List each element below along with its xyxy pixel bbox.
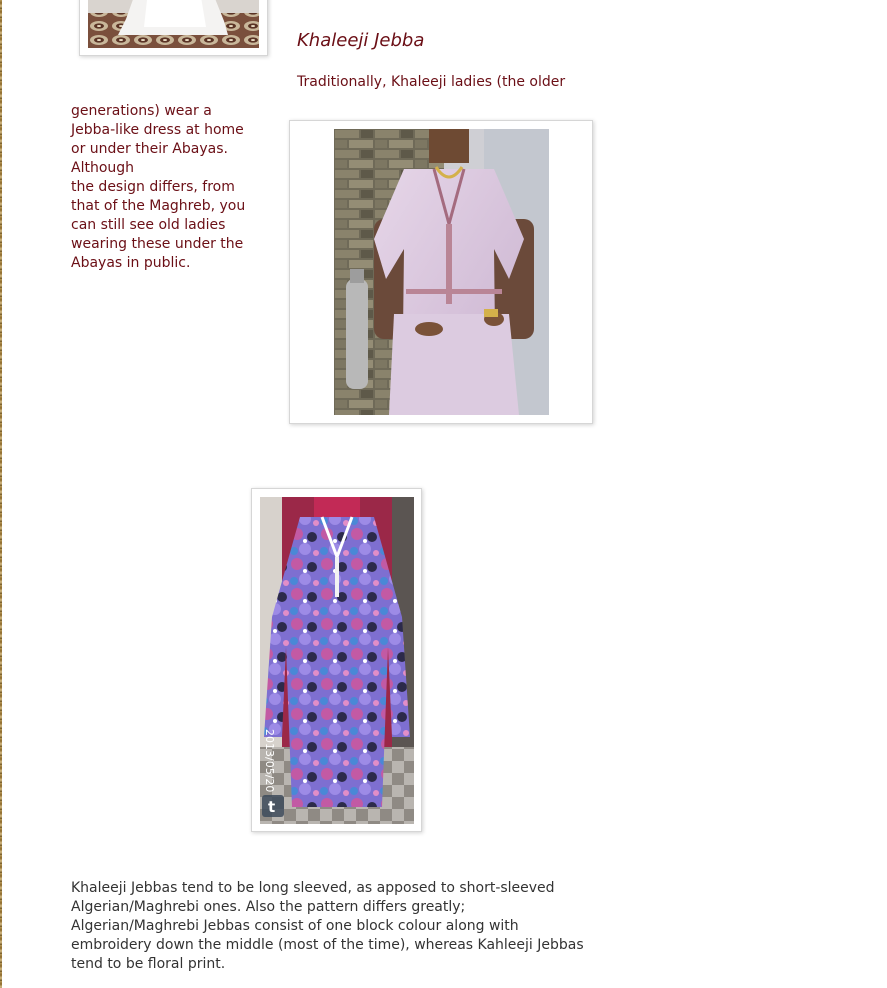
top-dress-photo [88,0,259,48]
intro-line: Jebba-like dress at home [71,122,244,138]
intro-first-line: Traditionally, Khaleeji ladies (the older [297,74,566,90]
floral-jebba-image [260,497,414,824]
bottom-line: Algerian/Maghrebi ones. Also the pattern differs greatly; [71,899,466,915]
lilac-jebba-image [334,129,549,415]
bottom-line: embroidery down the middle (most of the time), whereas Kahleeji Jebbas [71,937,584,953]
floral-jebba-photo-frame[interactable] [251,488,422,832]
bottom-line: tend to be floral print. [71,956,226,972]
bottom-line: Khaleeji Jebbas tend to be long sleeved, as apposed to short-sleeved [71,880,555,896]
rug-pattern-image [88,0,259,48]
intro-paragraph [71,102,271,273]
lilac-jebba-photo-frame[interactable] [289,120,593,424]
intro-line: can still see old ladies [71,217,226,233]
photo-corner-badge: t [268,798,276,816]
intro-line: Although [71,160,135,176]
top-photo-frame[interactable] [79,0,268,56]
intro-line: Abayas in public. [71,255,191,271]
bottom-paragraph [71,879,631,974]
intro-line: that of the Maghreb, you [71,198,246,214]
section-heading: Khaleeji Jebba [297,30,425,51]
bottom-line: Algerian/Maghrebi Jebbas consist of one block colour along with [71,918,519,934]
page-left-border [0,0,2,988]
lilac-jebba-photo [334,129,549,415]
photo-date-stamp: 2013/05/20 [263,729,276,793]
floral-jebba-photo [260,497,414,824]
intro-line: generations) wear a [71,103,212,119]
intro-line: wearing these under the [71,236,244,252]
intro-line: or under their Abayas. [71,141,228,157]
intro-line: the design differs, from [71,179,235,195]
